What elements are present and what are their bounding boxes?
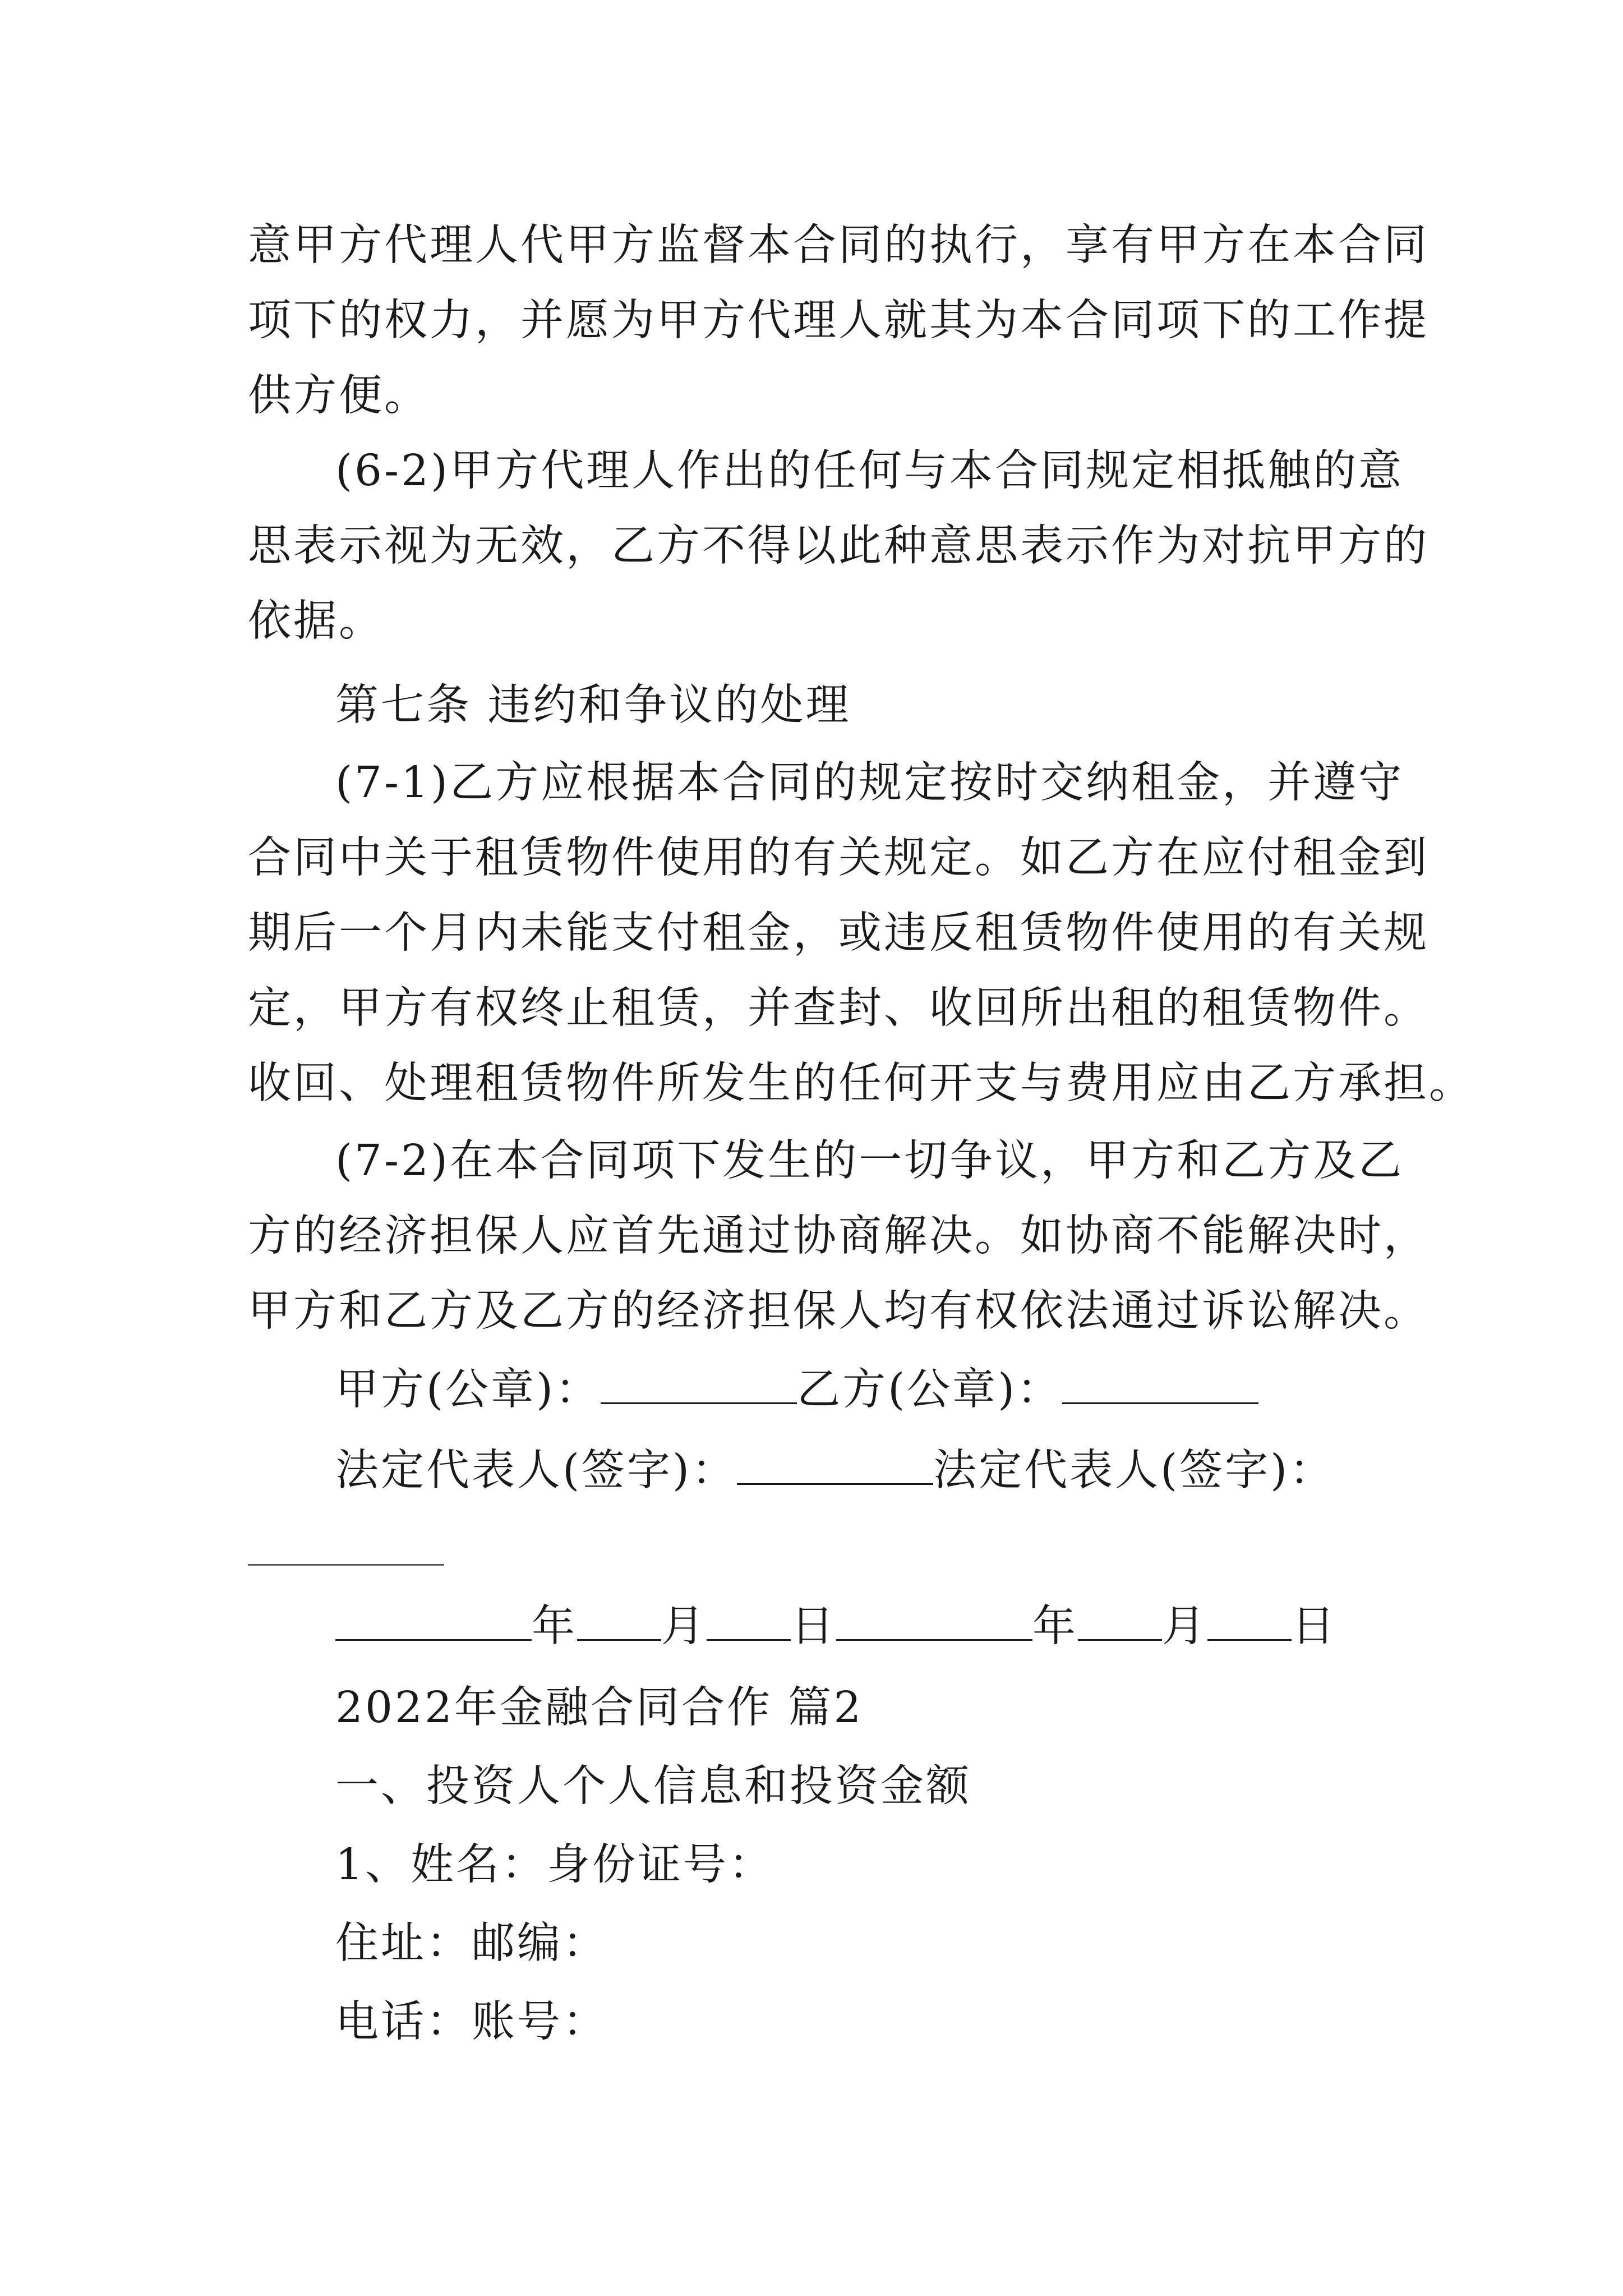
paragraph-line: 依据。: [248, 596, 384, 646]
paragraph-line: 合同中关于租赁物件使用的有关规定。如乙方在应付租金到: [248, 833, 1429, 883]
paragraph-line: 定，甲方有权终止租赁，并查封、收回所出租的租赁物件。: [248, 983, 1429, 1033]
paragraph-line: 收回、处理租赁物件所发生的任何开支与费用应由乙方承担。: [248, 1059, 1474, 1108]
paragraph-line: 供方便。: [248, 371, 430, 421]
paragraph-line: 意甲方代理人代甲方监督本合同的执行，享有甲方在本合同: [248, 220, 1429, 270]
party-b-seal-label: 乙方(公章)：: [797, 1365, 1063, 1415]
rep-b-blank[interactable]: [248, 1564, 444, 1566]
field-line-phone: 电话：账号：: [335, 1997, 608, 2047]
paragraph-line: 项下的权力，并愿为甲方代理人就其为本合同项下的工作提: [248, 296, 1429, 346]
year-label: 年: [532, 1602, 577, 1651]
day-label: 日: [791, 1602, 836, 1651]
field-line-name: 1、姓名：身份证号：: [335, 1840, 774, 1890]
paragraph-line: (7-1)乙方应根据本合同的规定按时交纳租金，并遵守: [335, 758, 1404, 808]
subsection-heading: 一、投资人个人信息和投资金额: [335, 1761, 971, 1811]
rep-b-label: 法定代表人(签字)：: [933, 1446, 1335, 1496]
party-a-seal-label: 甲方(公章)：: [335, 1365, 601, 1415]
party-b-seal-blank[interactable]: [1062, 1363, 1258, 1404]
year-a-blank[interactable]: [335, 1600, 532, 1641]
rep-a-label: 法定代表人(签字)：: [335, 1446, 737, 1496]
field-line-address: 住址：邮编：: [335, 1918, 608, 1968]
month-a-blank[interactable]: [577, 1600, 661, 1641]
day-label: 日: [1292, 1602, 1337, 1651]
rep-a-blank[interactable]: [737, 1444, 933, 1485]
paragraph-line: 甲方和乙方及乙方的经济担保人均有权依法通过诉讼解决。: [248, 1286, 1429, 1336]
party-a-seal-blank[interactable]: [601, 1363, 797, 1404]
paragraph-line: (6-2)甲方代理人作出的任何与本合同规定相抵触的意: [335, 446, 1404, 496]
representative-line: [335, 1443, 1468, 1499]
month-b-blank[interactable]: [1078, 1600, 1162, 1641]
section-title: 2022年金融合同合作 篇2: [335, 1683, 864, 1733]
year-label: 年: [1032, 1602, 1078, 1651]
paragraph-line: 方的经济担保人应首先通过协商解决。如协商不能解决时，: [248, 1211, 1429, 1261]
paragraph-line: 期后一个月内未能支付租金，或违反租赁物件使用的有关规: [248, 908, 1429, 958]
month-label: 月: [1162, 1602, 1207, 1651]
day-b-blank[interactable]: [1207, 1600, 1292, 1641]
date-line: [335, 1599, 1468, 1655]
paragraph-line: 思表示视为无效，乙方不得以此种意思表示作为对抗甲方的: [248, 521, 1429, 571]
section-heading: 第七条 违约和争议的处理: [335, 680, 851, 730]
paragraph-line: (7-2)在本合同项下发生的一切争议，甲方和乙方及乙: [335, 1136, 1404, 1186]
month-label: 月: [661, 1602, 707, 1651]
day-a-blank[interactable]: [707, 1600, 791, 1641]
year-b-blank[interactable]: [836, 1600, 1032, 1641]
seal-line: [335, 1362, 1468, 1418]
